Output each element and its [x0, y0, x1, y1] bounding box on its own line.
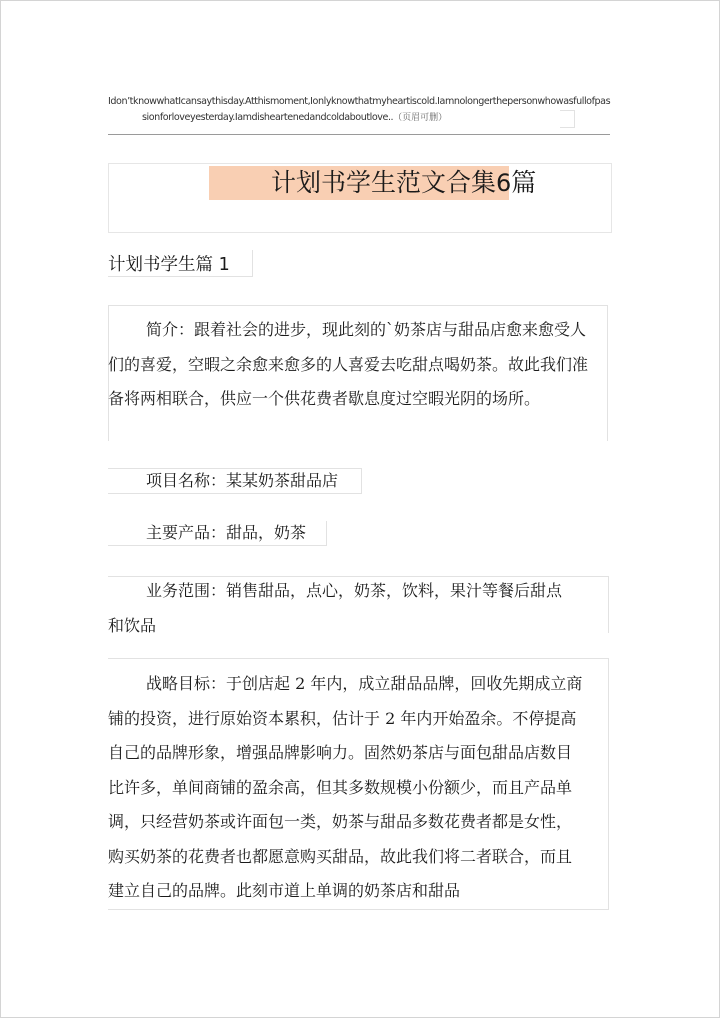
strategy-paragraph: [108, 667, 614, 909]
title-suffix: 篇: [511, 168, 537, 197]
title-number: 6: [496, 169, 512, 197]
section-heading-text: 计划书学生篇: [108, 255, 213, 275]
header-line-1: Idon’tknowwhatIcansaythisday.Atthismoment,Ionlyknowthatmyheartiscold.Iamnolongerthepersonwhowasfullofpas: [108, 96, 611, 107]
header-rule: [108, 134, 610, 135]
intro-paragraph: [108, 313, 614, 417]
page-header: [108, 94, 611, 126]
intro-line: 简介：跟着社会的进步，现此刻的`奶茶店与甜品店愈来愈受人: [146, 320, 587, 339]
main-products-paragraph: [108, 516, 614, 551]
header-note: （页眉可删）: [393, 113, 448, 123]
header-line-2: sionforloveyesterday.Iamdisheartenedandcoldaboutlove..: [142, 112, 394, 123]
strategy-line: 铺的投资，进行原始资本累积，估计于 2 年内开始盈余。不停提高: [108, 708, 577, 728]
business-scope-paragraph: [108, 574, 614, 643]
intro-line: 备将两相联合，供应一个供花费者歇息度过空暇光阴的场所。: [108, 389, 541, 408]
project-name-text: 项目名称：某某奶茶甜品店: [146, 471, 339, 490]
strategy-line: 购买奶茶的花费者也都愿意购买甜品，故此我们将二者联合，而且: [108, 846, 573, 866]
document-title: [209, 164, 559, 202]
header-frame-fragment: [560, 110, 575, 128]
strategy-line: 自己的品牌形象，增强品牌影响力。固然奶茶店与面包甜品店数目: [108, 743, 573, 762]
strategy-line: 比许多，单间商铺的盈余高，但其多数规模小份额少，而且产品单: [108, 777, 573, 797]
intro-line: 们的喜爱，空暇之余愈来愈多的人喜爱去吃甜点喝奶茶。故此我们准: [108, 354, 589, 374]
scope-line: 和饮品: [108, 615, 157, 635]
title-text: 计划书学生范文合集: [271, 168, 497, 197]
project-name-paragraph: [108, 464, 614, 499]
heading-frame-fragment: [108, 250, 253, 277]
scope-line: 业务范围：销售甜品，点心，奶茶，饮料，果汁等餐后甜点: [146, 581, 563, 600]
strategy-line: 建立自己的品牌。此刻市道上单调的奶茶店和甜品: [108, 881, 461, 900]
main-products-text: 主要产品：甜品，奶茶: [146, 523, 307, 542]
strategy-line: 战略目标：于创店起 2 年内，成立甜品品牌，回收先期成立商: [146, 674, 583, 693]
strategy-line: 调，只经营奶茶或许面包一类，奶茶与甜品多数花费者都是女性，: [108, 812, 573, 831]
section-heading-number: 1: [218, 255, 230, 275]
